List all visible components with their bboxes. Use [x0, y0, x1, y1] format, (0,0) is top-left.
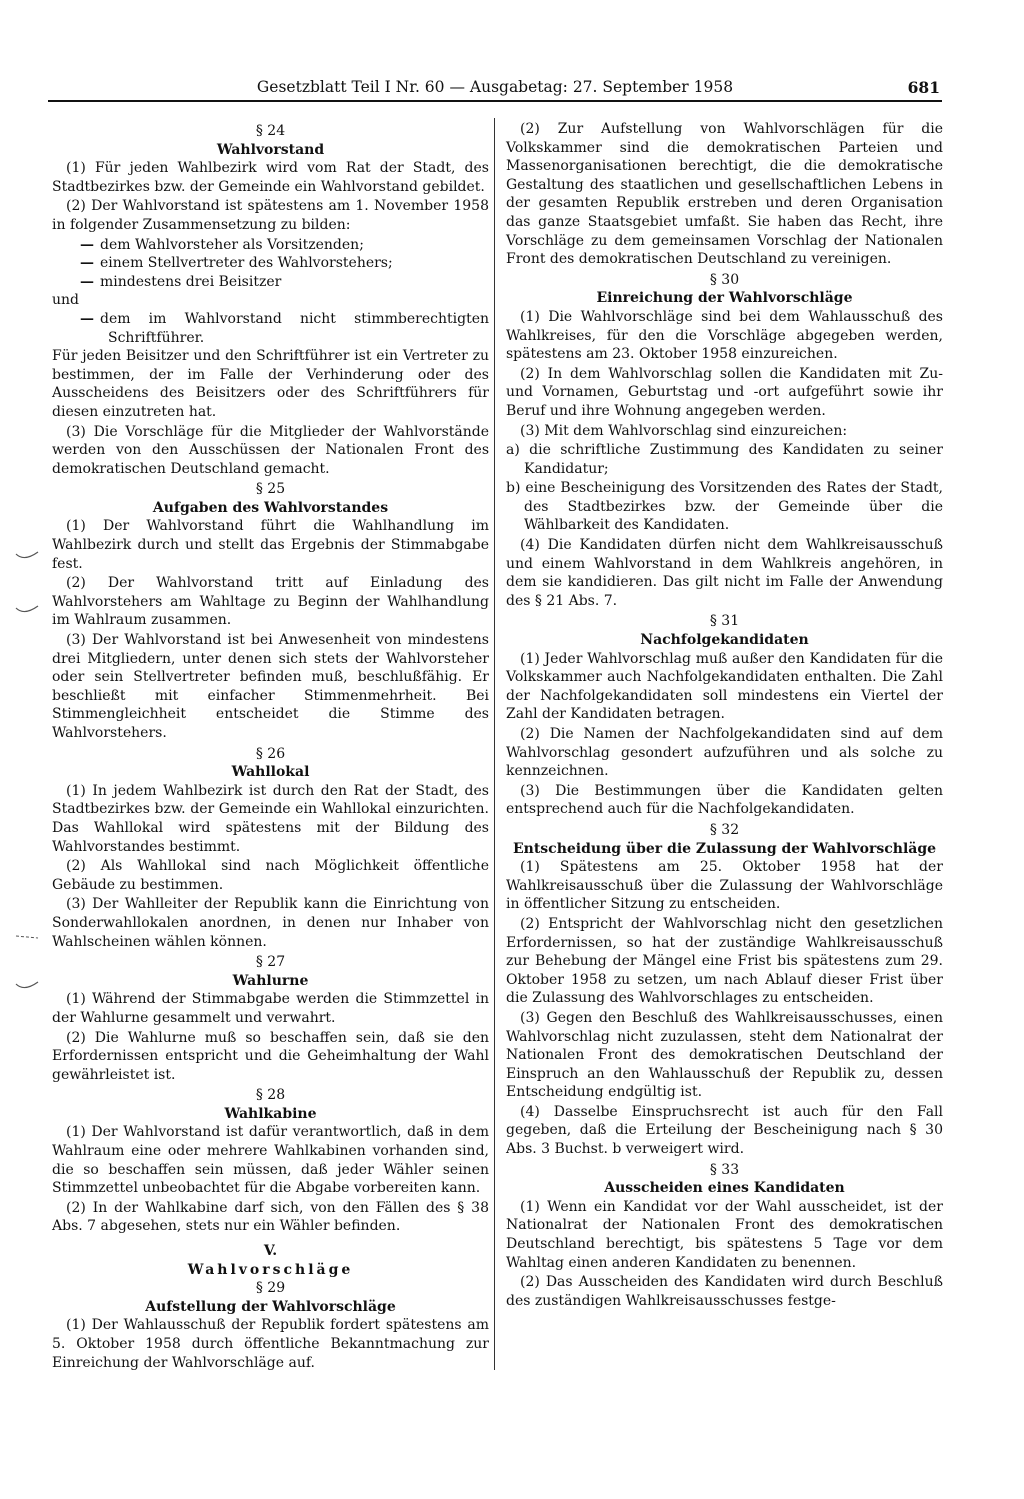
paragraph: (3) Gegen den Beschluß des Wahlkreisausschusses, einen Wahlvorschlag nicht zuzulassen, steht dem Nationalrat der Nationalen Front des demokratischen Deutschland der Einspruch an den Wahlausschuß der Republik zu, dessen Entscheidung endgültig ist. [506, 1009, 943, 1101]
section-number: § 31 [709, 613, 740, 630]
section-number: § 29 [255, 1280, 286, 1297]
paragraph: (2) Zur Aufstellung von Wahlvorschlägen für die Volkskammer sind die demokratischen Parteien und Massenorganisationen berechtigt, die die demokratische Gestaltung des staatlichen und gesellschaftlichen Lebens in der gesamten Republik erstreben und deren Organisation das ganze Staatsgebiet umfaßt. Sie haben das Recht, ihre Vorschläge zu dem gemeinsamen Vorschlag der Nationalen Front des demokratischen Deutschland zu vereinigen. [506, 121, 943, 268]
column-divider [494, 118, 495, 1370]
conjunction: und [52, 292, 79, 309]
section-heading: Wahllokal [231, 764, 310, 781]
dash-item: — dem im Wahlvorstand nicht stimmberechtigten Schriftführer. [80, 310, 489, 346]
section-heading: Wahlvorstand [216, 141, 325, 158]
right-column [506, 120, 943, 1311]
section-heading: Nachfolgekandidaten [640, 632, 809, 649]
section-number: § 24 [255, 123, 286, 139]
paragraph: (4) Dasselbe Einspruchsrecht ist auch für den Fall gegeben, daß die Erteilung der Bescheinigung nach § 30 Abs. 3 Buchst. b verweigert wird. [506, 1103, 943, 1158]
paragraph: (2) In dem Wahlvorschlag sollen die Kandidaten mit Zu- und Vornamen, Geburtstag und -ort aufgeführt sowie ihr Beruf und ihre Wohnung angegeben werden. [506, 365, 943, 419]
paragraph: (2) Als Wahllokal sind nach Möglichkeit öffentliche Gebäude zu bestimmen. [52, 858, 489, 893]
left-column [52, 120, 489, 1373]
paragraph: (1) Spätestens am 25. Oktober 1958 hat der Wahlkreisausschuß über die Zulassung der Wahlvorschläge in öffentlicher Sitzung zu entscheiden. [506, 859, 943, 913]
paragraph: (1) Während der Stimmabgabe werden die Stimmzettel in der Wahlurne gesammelt und verwahrt. [52, 991, 489, 1026]
header-title: Gesetzblatt Teil I Nr. 60 — Ausgabetag: 27. September 1958 [256, 78, 734, 96]
paragraph: (1) Der Wahlvorstand ist dafür verantwortlich, daß in dem Wahlraum eine oder mehrere Wahlkabinen vorhanden sind, die so beschaffen sein müssen, daß jeder Wähler seinen Stimmzettel unbeobachtet für die Abgabe vorbereiten kann. [52, 1124, 489, 1197]
section-number: § 33 [709, 1161, 740, 1178]
paragraph: (1) Wenn ein Kandidat vor der Wahl ausscheidet, ist der Nationalrat der Nationalen Front des demokratischen Deutschland berechtigt, bis spätestens 5 Tage vor dem Wahltag einen anderen Kandidaten zu benennen. [506, 1198, 943, 1271]
paragraph: (3) Der Wahlleiter der Republik kann die Einrichtung von Sonderwahllokalen anordnen, in denen nur Inhaber von Wahlscheinen wählen können. [52, 896, 489, 950]
paragraph: (1) Der Wahlausschuß der Republik fordert spätestens am 5. Oktober 1958 durch öffentliche Bekanntmachung zur Einreichung der Wahlvorschläge auf. [52, 1317, 489, 1371]
paragraph: (3) Die Bestimmungen über die Kandidaten gelten entsprechend auch für die Nachfolgekandidaten. [506, 782, 943, 818]
section-heading: Ausscheiden eines Kandidaten [604, 1180, 845, 1197]
section-heading: Wahlurne [232, 972, 309, 989]
paragraph: (1) Die Wahlvorschläge sind bei dem Wahlausschuß des Wahlkreises, für den die Vorschläge abgegeben werden, spätestens am 23. Oktober 1958 einzureichen. [506, 308, 943, 363]
paragraph: (1) In jedem Wahlbezirk ist durch den Rat der Stadt, des Stadtbezirkes bzw. der Gemeinde ein Wahllokal einzurichten. Das Wahllokal wird spätestens mit der Bildung des Wahlvorstandes bestimmt. [52, 782, 489, 855]
section-heading: Entscheidung über die Zulassung der Wahlvorschläge [512, 840, 937, 857]
paragraph: (1) Der Wahlvorstand führt die Wahlhandlung im Wahlbezirk durch und stellt das Ergebnis der Stimmabgabe fest. [52, 518, 489, 572]
section-number: § 30 [709, 271, 740, 288]
list-item: a) die schriftliche Zustimmung des Kandidaten zu seiner Kandidatur; [506, 442, 943, 477]
paragraph: Für jeden Beisitzer und den Schriftführer ist ein Vertreter zu bestimmen, der im Falle der Verhinderung oder des Ausscheidens des Beisitzers oder des Schriftführers für diesen einzutreten hat. [52, 348, 489, 420]
part-number: V. [263, 1243, 278, 1260]
section-number: § 26 [255, 745, 286, 762]
paragraph: (3) Der Wahlvorstand ist bei Anwesenheit von mindestens drei Mitgliedern, unter denen sich stets der Wahlvorsteher oder sein Stellvertreter befinden muß, beschlußfähig. Er beschließt mit einfacher Stimmenmehrheit. Bei Stimmengleichheit entscheidet die Stimme des Wahlvorstehers. [52, 632, 489, 741]
paragraph: (2) Der Wahlvorstand ist spätestens am 1. November 1958 in folgender Zusammensetzung zu bilden: [52, 198, 489, 233]
section-heading: Einreichung der Wahlvorschläge [596, 290, 853, 307]
margin-mark-icon [14, 980, 40, 994]
section-number: § 32 [709, 821, 740, 838]
page-number: 681 [907, 78, 940, 97]
paragraph: (2) Entspricht der Wahlvorschlag nicht den gesetzlichen Erfordernissen, so hat der zuständige Wahlkreisausschuß zur Behebung der Mängel eine Frist bis spätestens zum 29. Oktober 1958 zu setzen, um nach Ablauf dieser Frist über die Zulassung des Wahlvorschlages zu entscheiden. [506, 915, 943, 1007]
part-title: Wahlvorschläge [187, 1261, 354, 1278]
paragraph: (3) Mit dem Wahlvorschlag sind einzureichen: [520, 422, 848, 439]
paragraph: (1) Für jeden Wahlbezirk wird vom Rat der Stadt, des Stadtbezirkes bzw. der Gemeinde ein Wahlvorstand gebildet. [52, 160, 489, 195]
section-number: § 28 [255, 1087, 286, 1104]
paragraph: (2) Die Wahlurne muß so beschaffen sein, daß sie den Erfordernissen entspricht und die Geheimhaltung der Wahl gewährleistet ist. [52, 1029, 489, 1083]
header-rule [48, 100, 942, 102]
dash-item: — einem Stellvertreter des Wahlvorstehers; [80, 255, 393, 272]
dash-item: — dem Wahlvorsteher als Vorsitzenden; [80, 236, 364, 253]
paragraph: (2) Das Ausscheiden des Kandidaten wird durch Beschluß des zuständigen Wahlkreisausschusses festge- [506, 1274, 943, 1309]
dash-item: — mindestens drei Beisitzer [80, 273, 282, 290]
section-heading: Aufstellung der Wahlvorschläge [145, 1298, 396, 1315]
paragraph: (3) Die Vorschläge für die Mitglieder der Wahlvorstände werden von den Ausschüssen der Nationalen Front des demokratischen Deutschland gemacht. [52, 423, 489, 477]
section-number: § 27 [255, 954, 286, 971]
paragraph: (4) Die Kandidaten dürfen nicht dem Wahlkreisausschuß und einem Wahlvorstand in dem Wahlkreis angehören, in dem sie kandidieren. Das gilt nicht im Falle der Anwendung des § 21 Abs. 7. [506, 537, 943, 609]
section-heading: Aufgaben des Wahlvorstandes [152, 499, 389, 516]
paragraph: (2) Der Wahlvorstand tritt auf Einladung des Wahlvorstehers am Wahltage zu Beginn der Wahlhandlung im Wahlraum zusammen. [52, 575, 489, 629]
paragraph: (1) Jeder Wahlvorschlag muß außer den Kandidaten für die Volkskammer auch Nachfolgekandidaten enthalten. Die Zahl der Nachfolgekandidaten soll mindestens ein Viertel der Zahl der Kandidaten betragen. [506, 650, 943, 723]
running-header [50, 78, 940, 100]
margin-mark-icon [14, 604, 40, 618]
margin-mark-icon [14, 550, 40, 564]
list-item: b) eine Bescheinigung des Vorsitzenden des Rates der Stadt, des Stadtbezirkes bzw. der Gemeinde über die Wählbarkeit des Kandidaten. [506, 480, 943, 534]
paragraph: (2) In der Wahlkabine darf sich, von den Fällen des § 38 Abs. 7 abgesehen, stets nur ein Wähler befinden. [52, 1199, 489, 1235]
paragraph: (2) Die Namen der Nachfolgekandidaten sind auf dem Wahlvorschlag gesondert aufzuführen und als solche zu kennzeichnen. [506, 726, 943, 780]
margin-mark-icon [14, 930, 40, 944]
section-heading: Wahlkabine [224, 1105, 317, 1122]
section-number: § 25 [255, 481, 286, 498]
